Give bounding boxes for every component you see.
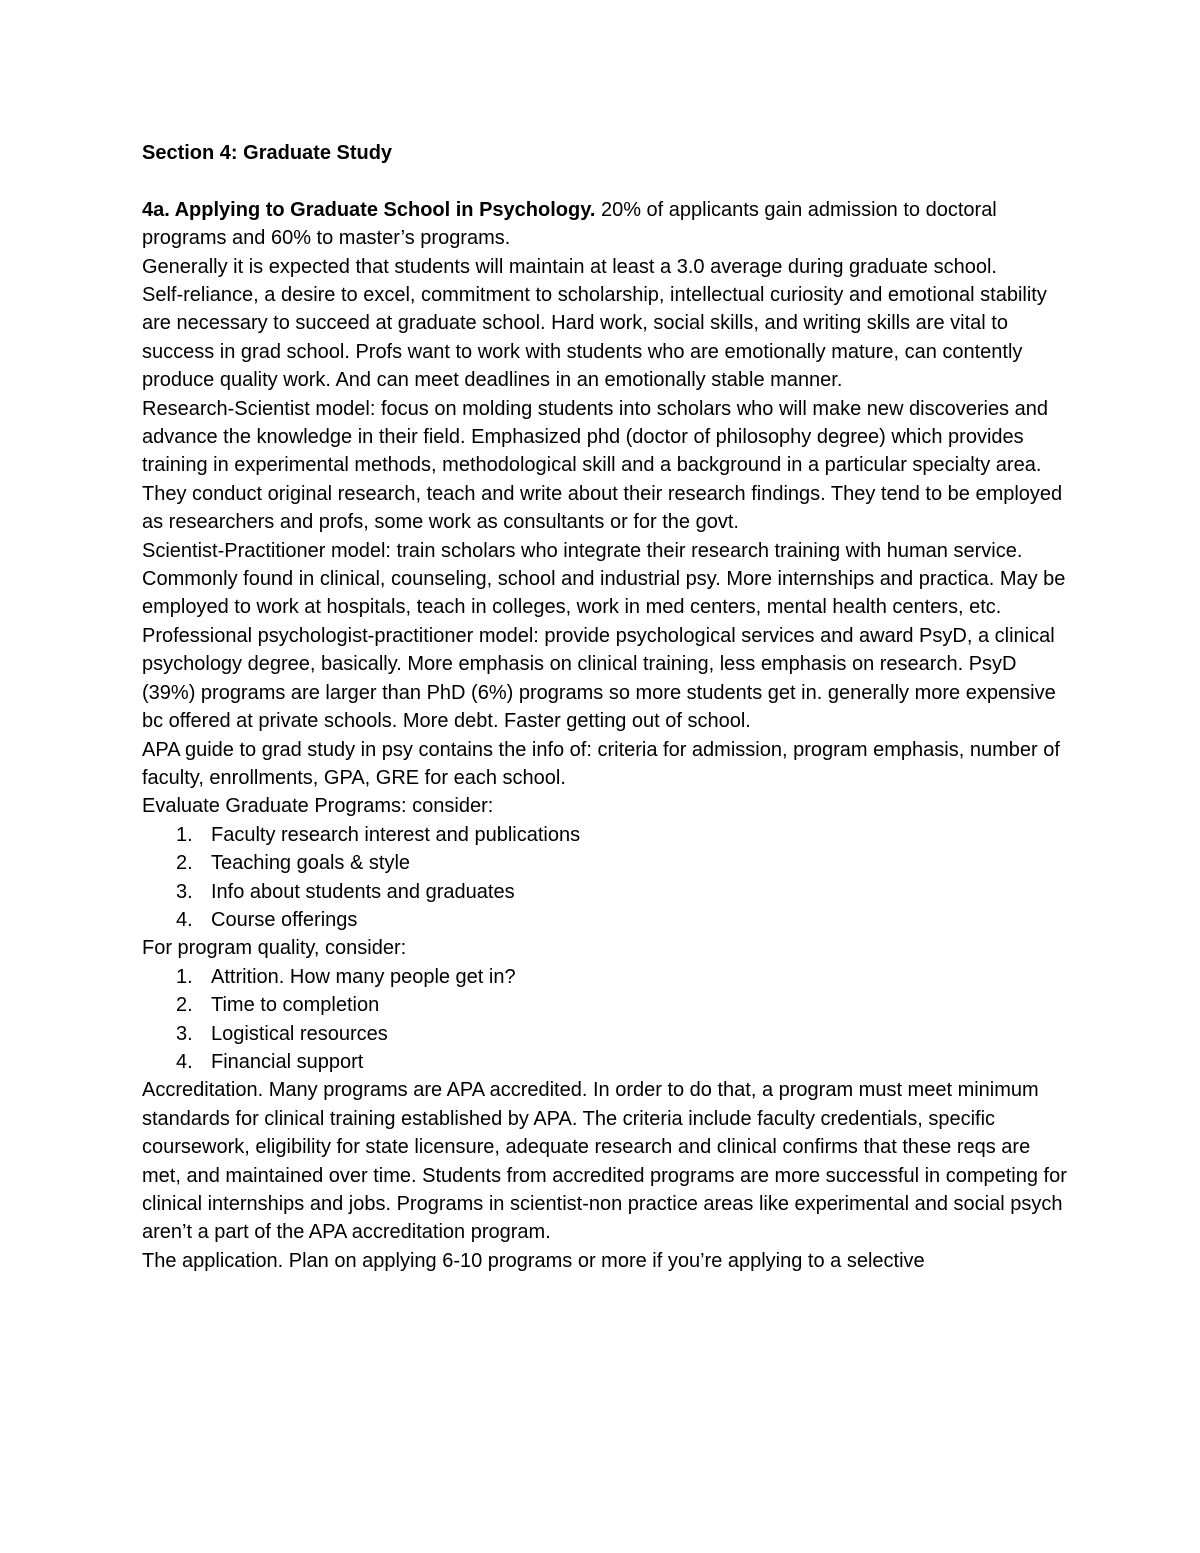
intro-heading: 4a. Applying to Graduate School in Psychology.: [142, 198, 596, 221]
document-page: [142, 139, 1072, 1275]
list-item: [142, 878, 1072, 906]
list-number: 3.: [176, 1022, 193, 1045]
intro-text: 20% of applicants gain admission to doctoral programs and 60% to master’s programs.: [142, 198, 997, 250]
list-item-text: Attrition. How many people get in?: [211, 965, 516, 988]
list-item: [142, 1048, 1072, 1076]
paragraph-success-traits: Self-reliance, a desire to excel, commitment to scholarship, intellectual curiosity and emotional stability are necessary to succeed at graduate school. Hard work, social skills, and writing skills are vital to success in grad school. Profs want to work with students who are emotionally mature, can contently produce quality work. And can meet deadlines in an emotionally stable manner.: [142, 284, 1047, 392]
list-item-text: Time to completion: [211, 994, 380, 1017]
list-item-text: Teaching goals & style: [211, 852, 411, 875]
paragraph-research-scientist: Research-Scientist model: focus on molding students into scholars who will make new discoveries and advance the knowledge in their field. Emphasized phd (doctor of philosophy degree) which provides training in experimental methods, methodological skill and a background in a particular specialty area. They conduct original research, teach and write about their research findings. They tend to be employed as researchers and profs, some work as consultants or for the govt.: [142, 397, 1063, 534]
list-number: 3.: [176, 880, 193, 903]
list-item-text: Logistical resources: [211, 1022, 388, 1045]
list-item-text: Course offerings: [211, 908, 358, 931]
list-number: 1.: [176, 823, 193, 846]
list-item: [142, 906, 1072, 934]
paragraph-apa-guide: APA guide to grad study in psy contains the info of: criteria for admission, program emphasis, number of faculty, enrollments, GPA, GRE for each school.: [142, 738, 1060, 789]
list-item-text: Financial support: [211, 1050, 364, 1073]
paragraph-professional-practitioner: Professional psychologist-practitioner model: provide psychological services and award PsyD, a clinical psychology degree, basically. More emphasis on clinical training, less emphasis on research. PsyD (39%) programs are larger than PhD (6%) programs so more students get in. generally more expensive bc offered at private schools. More debt. Faster getting out of school.: [142, 624, 1056, 733]
list-item: [142, 1020, 1072, 1048]
list-item-text: Faculty research interest and publications: [211, 823, 581, 846]
paragraph-application: The application. Plan on applying 6-10 programs or more if you’re applying to a selective: [142, 1249, 925, 1272]
list2-heading: For program quality, consider:: [142, 937, 407, 960]
evaluate-programs-list: [142, 821, 1072, 935]
list-item: [142, 963, 1072, 991]
section-title: Section 4: Graduate Study: [142, 142, 393, 164]
list-number: 2.: [176, 994, 193, 1017]
list-item: [142, 821, 1072, 849]
list-number: 4.: [176, 1050, 193, 1073]
paragraph-gpa: Generally it is expected that students will maintain at least a 3.0 average during graduate school.: [142, 255, 997, 278]
list-item: [142, 991, 1072, 1019]
list-number: 4.: [176, 908, 193, 931]
list-item-text: Info about students and graduates: [211, 880, 515, 903]
list-item: [142, 849, 1072, 877]
paragraph-accreditation: Accreditation. Many programs are APA accredited. In order to do that, a program must meet minimum standards for clinical training established by APA. The criteria include faculty credentials, specific coursework, eligibility for state licensure, adequate research and clinical confirms that these reqs are met, and maintained over time. Students from accredited programs are more successful in competing for clinical internships and jobs. Programs in scientist-non practice areas like experimental and social psych aren’t a part of the APA accreditation program.: [142, 1079, 1067, 1244]
list-number: 1.: [176, 965, 193, 988]
intro-paragraph: [142, 196, 1072, 253]
list1-heading: Evaluate Graduate Programs: consider:: [142, 795, 494, 818]
paragraph-scientist-practitioner: Scientist-Practitioner model: train scholars who integrate their research training with human service. Commonly found in clinical, counseling, school and industrial psy. More internships and practica. May be employed to work at hospitals, teach in colleges, work in med centers, mental health centers, etc.: [142, 539, 1066, 619]
program-quality-list: [142, 963, 1072, 1077]
list-number: 2.: [176, 852, 193, 875]
